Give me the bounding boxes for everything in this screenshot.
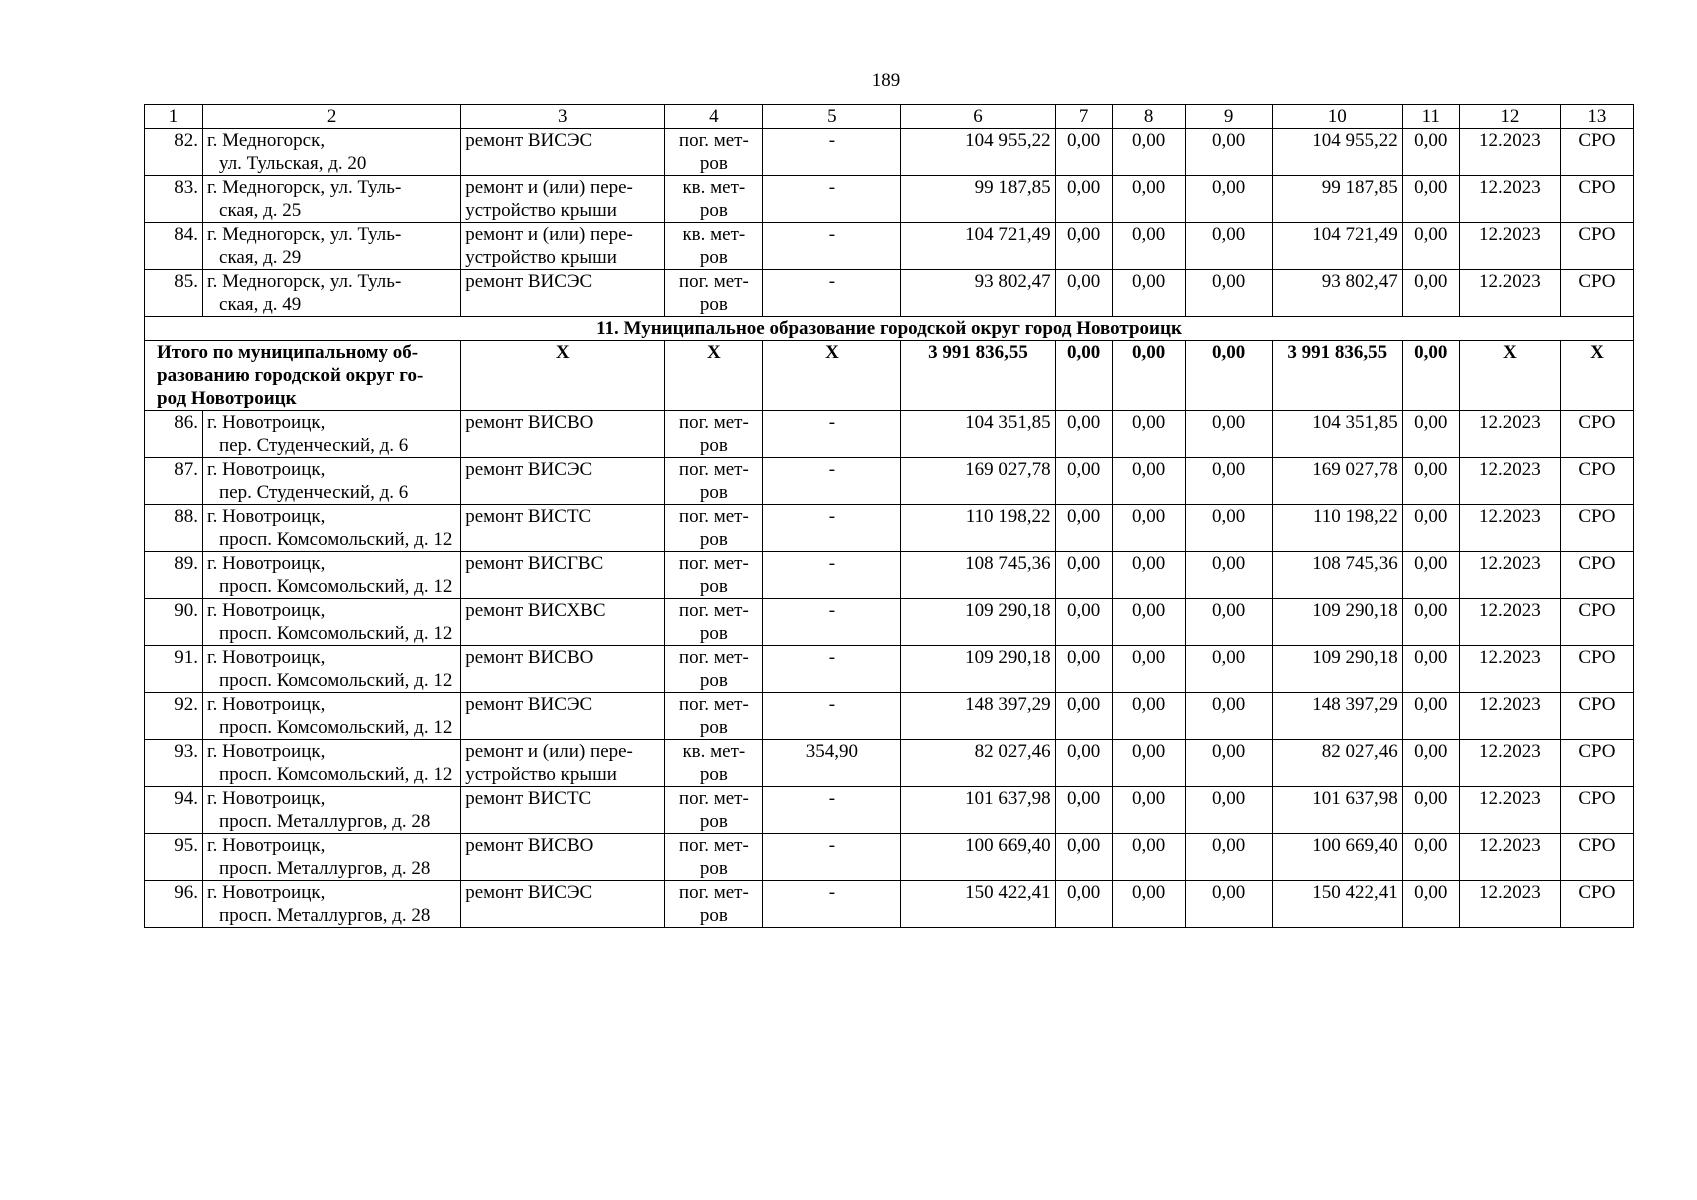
total-c7: 0,00 — [1055, 341, 1112, 411]
col7-cell: 0,00 — [1055, 693, 1112, 740]
col8-cell: 0,00 — [1112, 787, 1185, 834]
address-cell: г. Новотроицк, просп. Металлургов, д. 28 — [203, 834, 461, 881]
col10-cell: 100 669,40 — [1272, 834, 1402, 881]
total-cost-cell: 101 637,98 — [901, 787, 1055, 834]
col7-cell: 0,00 — [1055, 270, 1112, 317]
volume-cell: - — [763, 411, 901, 458]
volume-cell: - — [763, 176, 901, 223]
table-row — [145, 881, 1634, 928]
volume-cell: - — [763, 693, 901, 740]
deadline-cell: 12.2023 — [1459, 129, 1560, 176]
table-row — [145, 129, 1634, 176]
table-row — [145, 176, 1634, 223]
address-cell: г. Новотроицк, просп. Металлургов, д. 28 — [203, 787, 461, 834]
table-row — [145, 740, 1634, 787]
total-cost-cell: 148 397,29 — [901, 693, 1055, 740]
col8-cell: 0,00 — [1112, 505, 1185, 552]
work-type-cell: ремонт ВИСТС — [461, 505, 665, 552]
col11-cell: 0,00 — [1402, 599, 1459, 646]
address-cell: г. Новотроицк, просп. Комсомольский, д. 12 — [203, 599, 461, 646]
column-number: 10 — [1272, 105, 1402, 129]
col7-cell: 0,00 — [1055, 787, 1112, 834]
row-number: 85. — [145, 270, 203, 317]
col11-cell: 0,00 — [1402, 505, 1459, 552]
total-c9: 0,00 — [1185, 341, 1272, 411]
works-table — [144, 104, 1634, 928]
total-c10: 3 991 836,55 — [1272, 341, 1402, 411]
row-number: 91. — [145, 646, 203, 693]
col11-cell: 0,00 — [1402, 270, 1459, 317]
col10-cell: 148 397,29 — [1272, 693, 1402, 740]
deadline-cell: 12.2023 — [1459, 552, 1560, 599]
operator-cell: СРО — [1560, 787, 1633, 834]
deadline-cell: 12.2023 — [1459, 881, 1560, 928]
work-type-cell: ремонт ВИСХВС — [461, 599, 665, 646]
work-type-cell: ремонт и (или) пере- устройство крыши — [461, 176, 665, 223]
col9-cell: 0,00 — [1185, 599, 1272, 646]
col8-cell: 0,00 — [1112, 599, 1185, 646]
row-number: 84. — [145, 223, 203, 270]
operator-cell: СРО — [1560, 693, 1633, 740]
volume-cell: - — [763, 834, 901, 881]
operator-cell: СРО — [1560, 505, 1633, 552]
col10-cell: 104 955,22 — [1272, 129, 1402, 176]
deadline-cell: 12.2023 — [1459, 505, 1560, 552]
table-row — [145, 599, 1634, 646]
col10-cell: 93 802,47 — [1272, 270, 1402, 317]
total-cost-cell: 109 290,18 — [901, 599, 1055, 646]
work-type-cell: ремонт ВИСЭС — [461, 693, 665, 740]
total-cost-cell: 108 745,36 — [901, 552, 1055, 599]
work-type-cell: ремонт и (или) пере- устройство крыши — [461, 223, 665, 270]
volume-cell: 354,90 — [763, 740, 901, 787]
volume-cell: - — [763, 552, 901, 599]
row-number: 93. — [145, 740, 203, 787]
col7-cell: 0,00 — [1055, 552, 1112, 599]
deadline-cell: 12.2023 — [1459, 787, 1560, 834]
address-cell: г. Новотроицк, просп. Комсомольский, д. 12 — [203, 740, 461, 787]
column-number: 7 — [1055, 105, 1112, 129]
col8-cell: 0,00 — [1112, 646, 1185, 693]
section-row — [145, 317, 1634, 341]
table-row — [145, 223, 1634, 270]
table-row — [145, 505, 1634, 552]
total-c12: Х — [1459, 341, 1560, 411]
address-cell: г. Новотроицк, просп. Комсомольский, д. 12 — [203, 552, 461, 599]
operator-cell: СРО — [1560, 646, 1633, 693]
table-row — [145, 458, 1634, 505]
col11-cell: 0,00 — [1402, 552, 1459, 599]
col8-cell: 0,00 — [1112, 693, 1185, 740]
volume-cell: - — [763, 505, 901, 552]
row-number: 95. — [145, 834, 203, 881]
col7-cell: 0,00 — [1055, 458, 1112, 505]
total-c6: 3 991 836,55 — [901, 341, 1055, 411]
column-number: 8 — [1112, 105, 1185, 129]
column-number: 6 — [901, 105, 1055, 129]
operator-cell: СРО — [1560, 599, 1633, 646]
column-number: 13 — [1560, 105, 1633, 129]
col10-cell: 82 027,46 — [1272, 740, 1402, 787]
volume-cell: - — [763, 270, 901, 317]
col10-cell: 108 745,36 — [1272, 552, 1402, 599]
total-cost-cell: 104 955,22 — [901, 129, 1055, 176]
operator-cell: СРО — [1560, 552, 1633, 599]
col9-cell: 0,00 — [1185, 411, 1272, 458]
volume-cell: - — [763, 458, 901, 505]
row-number: 90. — [145, 599, 203, 646]
deadline-cell: 12.2023 — [1459, 740, 1560, 787]
row-number: 94. — [145, 787, 203, 834]
address-cell: г. Новотроицк, просп. Комсомольский, д. 12 — [203, 646, 461, 693]
col9-cell: 0,00 — [1185, 646, 1272, 693]
address-cell: г. Новотроицк, пер. Студенческий, д. 6 — [203, 458, 461, 505]
col11-cell: 0,00 — [1402, 881, 1459, 928]
col9-cell: 0,00 — [1185, 129, 1272, 176]
col7-cell: 0,00 — [1055, 411, 1112, 458]
column-number: 12 — [1459, 105, 1560, 129]
address-cell: г. Медногорск, ул. Туль- ская, д. 49 — [203, 270, 461, 317]
unit-cell: пог. мет- ров — [665, 787, 763, 834]
col11-cell: 0,00 — [1402, 458, 1459, 505]
row-number: 87. — [145, 458, 203, 505]
col11-cell: 0,00 — [1402, 693, 1459, 740]
deadline-cell: 12.2023 — [1459, 693, 1560, 740]
unit-cell: пог. мет- ров — [665, 834, 763, 881]
total-cost-cell: 100 669,40 — [901, 834, 1055, 881]
operator-cell: СРО — [1560, 458, 1633, 505]
col9-cell: 0,00 — [1185, 834, 1272, 881]
col11-cell: 0,00 — [1402, 411, 1459, 458]
volume-cell: - — [763, 599, 901, 646]
work-type-cell: ремонт ВИСВО — [461, 411, 665, 458]
unit-cell: пог. мет- ров — [665, 552, 763, 599]
unit-cell: пог. мет- ров — [665, 881, 763, 928]
address-cell: г. Медногорск, ул. Тульская, д. 20 — [203, 129, 461, 176]
unit-cell: пог. мет- ров — [665, 129, 763, 176]
volume-cell: - — [763, 223, 901, 270]
col10-cell: 109 290,18 — [1272, 599, 1402, 646]
operator-cell: СРО — [1560, 270, 1633, 317]
col9-cell: 0,00 — [1185, 458, 1272, 505]
work-type-cell: ремонт ВИСВО — [461, 646, 665, 693]
col9-cell: 0,00 — [1185, 881, 1272, 928]
deadline-cell: 12.2023 — [1459, 646, 1560, 693]
col7-cell: 0,00 — [1055, 505, 1112, 552]
work-type-cell: ремонт и (или) пере- устройство крыши — [461, 740, 665, 787]
unit-cell: кв. мет- ров — [665, 176, 763, 223]
column-number: 3 — [461, 105, 665, 129]
page-number: 189 — [871, 70, 901, 91]
col10-cell: 109 290,18 — [1272, 646, 1402, 693]
col8-cell: 0,00 — [1112, 458, 1185, 505]
total-cost-cell: 169 027,78 — [901, 458, 1055, 505]
operator-cell: СРО — [1560, 129, 1633, 176]
col10-cell: 169 027,78 — [1272, 458, 1402, 505]
total-cost-cell: 104 351,85 — [901, 411, 1055, 458]
unit-cell: пог. мет- ров — [665, 411, 763, 458]
col11-cell: 0,00 — [1402, 646, 1459, 693]
col9-cell: 0,00 — [1185, 505, 1272, 552]
column-number: 1 — [145, 105, 203, 129]
unit-cell: кв. мет- ров — [665, 223, 763, 270]
total-c4: Х — [665, 341, 763, 411]
col9-cell: 0,00 — [1185, 176, 1272, 223]
table-row — [145, 834, 1634, 881]
col9-cell: 0,00 — [1185, 740, 1272, 787]
col8-cell: 0,00 — [1112, 411, 1185, 458]
col10-cell: 104 721,49 — [1272, 223, 1402, 270]
row-number: 88. — [145, 505, 203, 552]
unit-cell: кв. мет- ров — [665, 740, 763, 787]
address-cell: г. Новотроицк, просп. Комсомольский, д. 12 — [203, 693, 461, 740]
operator-cell: СРО — [1560, 834, 1633, 881]
total-cost-cell: 109 290,18 — [901, 646, 1055, 693]
column-number-row — [145, 105, 1634, 129]
column-number: 9 — [1185, 105, 1272, 129]
row-number: 83. — [145, 176, 203, 223]
row-number: 86. — [145, 411, 203, 458]
total-cost-cell: 93 802,47 — [901, 270, 1055, 317]
col9-cell: 0,00 — [1185, 693, 1272, 740]
total-cost-cell: 110 198,22 — [901, 505, 1055, 552]
col11-cell: 0,00 — [1402, 787, 1459, 834]
col8-cell: 0,00 — [1112, 881, 1185, 928]
total-c3: Х — [461, 341, 665, 411]
address-cell: г. Медногорск, ул. Туль- ская, д. 25 — [203, 176, 461, 223]
col10-cell: 104 351,85 — [1272, 411, 1402, 458]
unit-cell: пог. мет- ров — [665, 270, 763, 317]
total-c13: Х — [1560, 341, 1633, 411]
total-row — [145, 341, 1634, 411]
unit-cell: пог. мет- ров — [665, 646, 763, 693]
col8-cell: 0,00 — [1112, 223, 1185, 270]
work-type-cell: ремонт ВИСГВС — [461, 552, 665, 599]
table-row — [145, 693, 1634, 740]
col7-cell: 0,00 — [1055, 176, 1112, 223]
col11-cell: 0,00 — [1402, 129, 1459, 176]
col7-cell: 0,00 — [1055, 740, 1112, 787]
work-type-cell: ремонт ВИСТС — [461, 787, 665, 834]
address-cell: г. Новотроицк, пер. Студенческий, д. 6 — [203, 411, 461, 458]
work-type-cell: ремонт ВИСЭС — [461, 129, 665, 176]
col9-cell: 0,00 — [1185, 552, 1272, 599]
unit-cell: пог. мет- ров — [665, 505, 763, 552]
col10-cell: 150 422,41 — [1272, 881, 1402, 928]
row-number: 82. — [145, 129, 203, 176]
total-cost-cell: 150 422,41 — [901, 881, 1055, 928]
total-cost-cell: 82 027,46 — [901, 740, 1055, 787]
unit-cell: пог. мет- ров — [665, 458, 763, 505]
deadline-cell: 12.2023 — [1459, 223, 1560, 270]
table-row — [145, 787, 1634, 834]
total-label: Итого по муниципальному об- разованию городской округ го- род Новотроицк — [145, 341, 461, 411]
col11-cell: 0,00 — [1402, 834, 1459, 881]
total-cost-cell: 104 721,49 — [901, 223, 1055, 270]
volume-cell: - — [763, 129, 901, 176]
col11-cell: 0,00 — [1402, 740, 1459, 787]
deadline-cell: 12.2023 — [1459, 458, 1560, 505]
operator-cell: СРО — [1560, 740, 1633, 787]
col9-cell: 0,00 — [1185, 787, 1272, 834]
table-row — [145, 411, 1634, 458]
col8-cell: 0,00 — [1112, 176, 1185, 223]
operator-cell: СРО — [1560, 881, 1633, 928]
col8-cell: 0,00 — [1112, 129, 1185, 176]
total-cost-cell: 99 187,85 — [901, 176, 1055, 223]
table-row — [145, 270, 1634, 317]
total-c11: 0,00 — [1402, 341, 1459, 411]
deadline-cell: 12.2023 — [1459, 599, 1560, 646]
column-number: 11 — [1402, 105, 1459, 129]
col7-cell: 0,00 — [1055, 646, 1112, 693]
col7-cell: 0,00 — [1055, 223, 1112, 270]
volume-cell: - — [763, 646, 901, 693]
operator-cell: СРО — [1560, 223, 1633, 270]
volume-cell: - — [763, 881, 901, 928]
operator-cell: СРО — [1560, 411, 1633, 458]
deadline-cell: 12.2023 — [1459, 834, 1560, 881]
address-cell: г. Новотроицк, просп. Комсомольский, д. 12 — [203, 505, 461, 552]
col10-cell: 101 637,98 — [1272, 787, 1402, 834]
address-cell: г. Медногорск, ул. Туль- ская, д. 29 — [203, 223, 461, 270]
col11-cell: 0,00 — [1402, 223, 1459, 270]
col7-cell: 0,00 — [1055, 129, 1112, 176]
col8-cell: 0,00 — [1112, 740, 1185, 787]
row-number: 96. — [145, 881, 203, 928]
col10-cell: 99 187,85 — [1272, 176, 1402, 223]
col7-cell: 0,00 — [1055, 599, 1112, 646]
table-row — [145, 646, 1634, 693]
col9-cell: 0,00 — [1185, 270, 1272, 317]
deadline-cell: 12.2023 — [1459, 176, 1560, 223]
col7-cell: 0,00 — [1055, 834, 1112, 881]
col10-cell: 110 198,22 — [1272, 505, 1402, 552]
col7-cell: 0,00 — [1055, 881, 1112, 928]
work-type-cell: ремонт ВИСЭС — [461, 458, 665, 505]
work-type-cell: ремонт ВИСЭС — [461, 881, 665, 928]
row-number: 89. — [145, 552, 203, 599]
work-type-cell: ремонт ВИСВО — [461, 834, 665, 881]
address-cell: г. Новотроицк, просп. Металлургов, д. 28 — [203, 881, 461, 928]
work-type-cell: ремонт ВИСЭС — [461, 270, 665, 317]
unit-cell: пог. мет- ров — [665, 693, 763, 740]
operator-cell: СРО — [1560, 176, 1633, 223]
column-number: 4 — [665, 105, 763, 129]
table-row — [145, 552, 1634, 599]
column-number: 5 — [763, 105, 901, 129]
unit-cell: пог. мет- ров — [665, 599, 763, 646]
row-number: 92. — [145, 693, 203, 740]
col11-cell: 0,00 — [1402, 176, 1459, 223]
section-title: 11. Муниципальное образование городской округ город Новотроицк — [145, 317, 1634, 341]
total-c5: Х — [763, 341, 901, 411]
deadline-cell: 12.2023 — [1459, 411, 1560, 458]
volume-cell: - — [763, 787, 901, 834]
table-body — [145, 105, 1634, 928]
total-c8: 0,00 — [1112, 341, 1185, 411]
col8-cell: 0,00 — [1112, 834, 1185, 881]
deadline-cell: 12.2023 — [1459, 270, 1560, 317]
col8-cell: 0,00 — [1112, 552, 1185, 599]
col9-cell: 0,00 — [1185, 223, 1272, 270]
col8-cell: 0,00 — [1112, 270, 1185, 317]
column-number: 2 — [203, 105, 461, 129]
